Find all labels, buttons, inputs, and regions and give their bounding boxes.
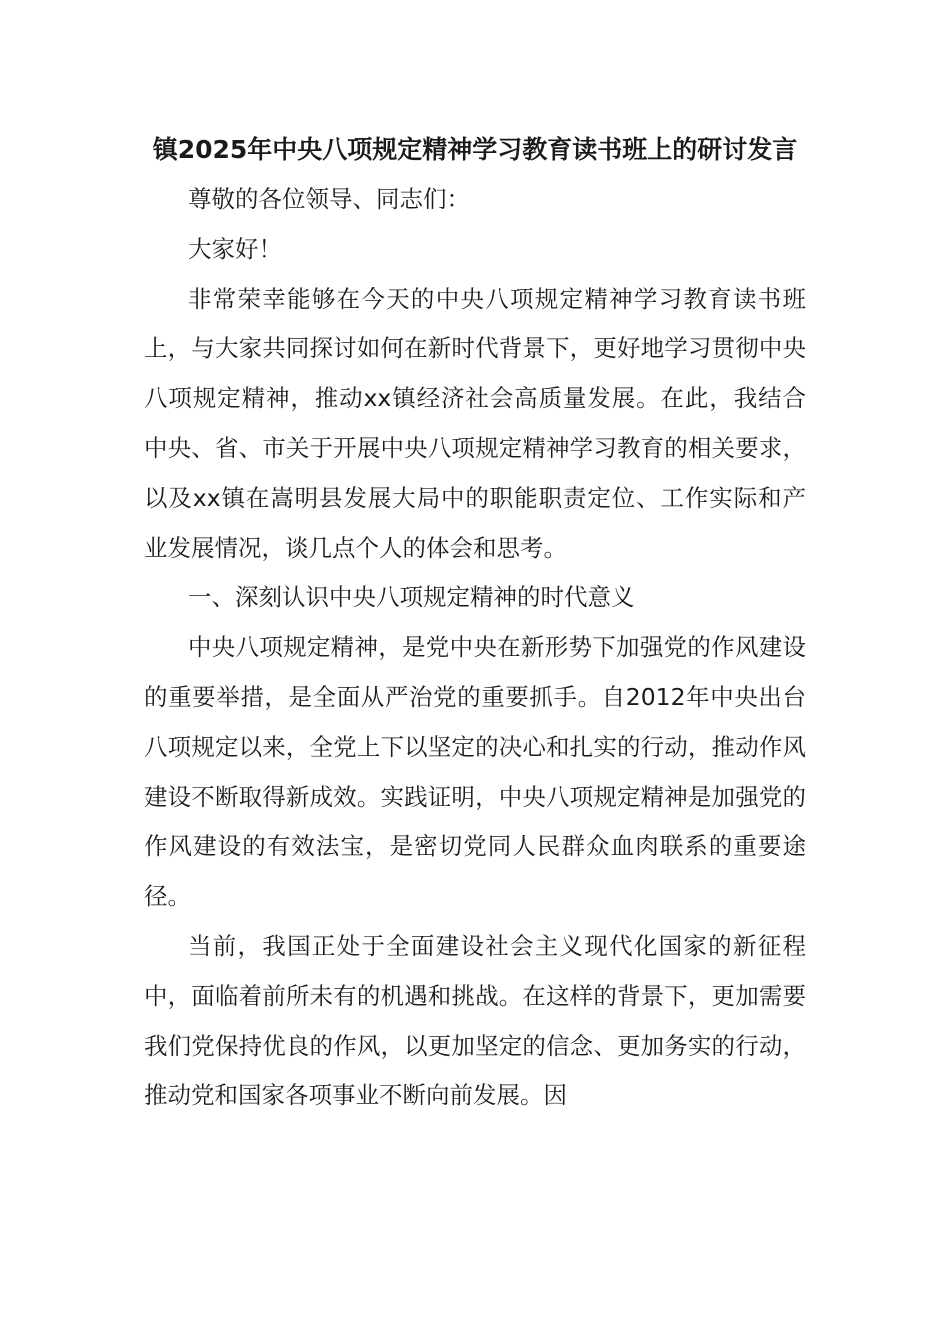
section-heading-1: 一、深刻认识中央八项规定精神的时代意义: [188, 583, 635, 612]
paragraph-salutation: 尊敬的各位领导、同志们：: [188, 185, 470, 213]
document-title: 镇2025年中央八项规定精神学习教育读书班上的研讨发言: [152, 135, 798, 164]
paragraph-introduction: 非常荣幸能够在今天的中央八项规定精神学习教育读书班上，与大家共同探讨如何在新时代背景下，更好地学习贯彻中央八项规定精神，推动xx镇经济社会高质量发展。在此，我结合中央、省、市关于开展中央八项规定精神学习教育的相关要求，以及xx镇在嵩明县发展大局中的职能职责定位、工作实际和产业发展情况，谈几点个人的体会和思考。: [144, 284, 806, 562]
paragraph-background: 当前，我国正处于全面建设社会主义现代化国家的新征程中，面临着前所未有的机遇和挑战。在这样的背景下，更加需要我们党保持优良的作风，以更加坚定的信念、更加务实的行动，推动党和国家各项事业不断向前发展。因: [144, 931, 806, 1110]
document-body: [144, 125, 806, 1121]
paragraph-significance: 中央八项规定精神，是党中央在新形势下加强党的作风建设的重要举措，是全面从严治党的重要抓手。自2012年中央出台八项规定以来，全党上下以坚定的决心和扎实的行动，推动作风建设不断取得新成效。实践证明，中央八项规定精神是加强党的作风建设的有效法宝，是密切党同人民群众血肉联系的重要途径。: [144, 633, 806, 911]
paragraph-greeting: 大家好！: [188, 234, 282, 263]
